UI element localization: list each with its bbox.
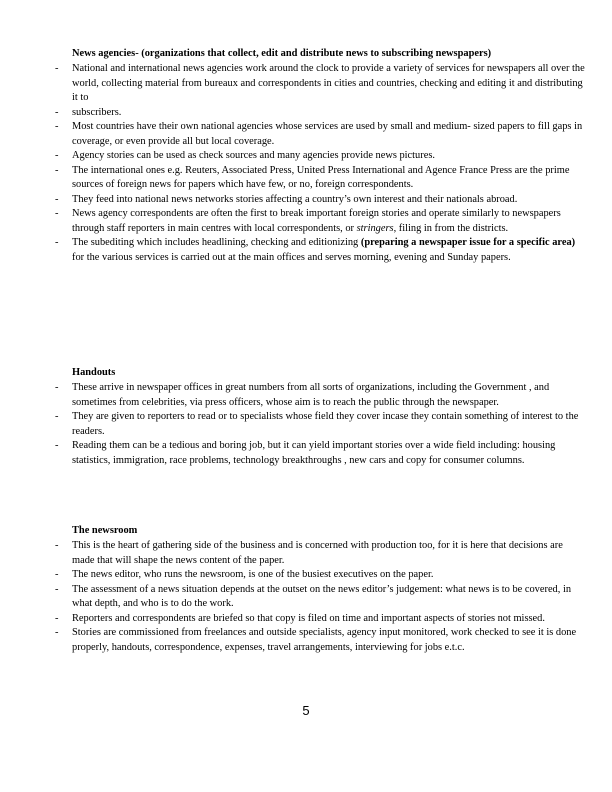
list-item: - Most countries have their own national agencies whose services are used by small and medium- sized papers to fill gaps in coverage, or even provide all but local coverage.	[55, 120, 585, 149]
list-item: - The news editor, who runs the newsroom, is one of the busiest executives on the paper.	[55, 568, 585, 583]
list-item	[55, 236, 585, 265]
section-handouts	[55, 366, 585, 468]
bullet-list	[55, 539, 585, 655]
list-item: - National and international news agencies work around the clock to provide a variety of services for newspapers all over the world, collecting material from bureaux and correspondents in cities and countries, checking and editing it and distributing it to	[55, 62, 585, 106]
text-run: for the various services is carried out at the main offices and serves morning, evening and Sunday papers.	[72, 251, 511, 263]
text-run: The subediting which includes headlining, checking and editionizing	[72, 237, 361, 248]
section-heading: News agencies- (organizations that collect, edit and distribute news to subscribing newspapers)	[72, 48, 492, 59]
list-item: - Reporters and correspondents are briefed so that copy is filed on time and important aspects of stories not missed.	[55, 612, 585, 627]
italic-term: stringers	[356, 222, 394, 234]
list-item: - They feed into national news networks stories affecting a country’s own interest and their nationals abroad.	[55, 193, 585, 208]
list-item: - Agency stories can be used as check sources and many agencies provide news pictures.	[55, 149, 585, 164]
list-item: - Stories are commissioned from freelances and outside specialists, agency input monitored, work checked to see it is done properly, handouts, correspondence, expenses, travel arrangements, interviewing for jobs e.t.c.	[55, 626, 585, 655]
list-item: - subscribers.	[55, 106, 585, 121]
text-run: , filing in from the districts.	[393, 222, 509, 234]
list-item: - The assessment of a news situation depends at the outset on the news editor’s judgement: what news is to be covered, in what depth, and who is to do the work.	[55, 583, 585, 612]
list-item: - Reading them can be a tedious and boring job, but it can yield important stories over a wide field including: housing statistics, immigration, race problems, technology breakthroughs , new cars and copy for consumer columns.	[55, 439, 585, 468]
list-item: - This is the heart of gathering side of the business and is concerned with production too, for it is here that decisions are made that will shape the news content of the paper.	[55, 539, 585, 568]
section-news-agencies	[55, 47, 585, 265]
section-heading: The newsroom	[72, 525, 138, 536]
list-item: - They are given to reporters to read or to specialists whose field they cover incase they contain something of interest to the readers.	[55, 410, 585, 439]
list-item	[55, 207, 585, 236]
list-item: - The international ones e.g. Reuters, Associated Press, United Press International and Agence France Press are the prime sources of foreign news for papers which have few, or no, foreign correspondents.	[55, 164, 585, 193]
bold-definition: (preparing a newspaper issue for a specific area)	[360, 237, 576, 248]
section-newsroom	[55, 524, 585, 655]
section-heading: Handouts	[72, 367, 116, 378]
bullet-list	[55, 381, 585, 468]
text-run: News agency correspondents are often the first to break important foreign stories and operate similarly to newspapers through staff reporters in main centres with local correspondents, or	[72, 208, 561, 234]
page-number: 5	[302, 703, 310, 718]
list-item: - These arrive in newspaper offices in great numbers from all sorts of organizations, including the Government , and sometimes from celebrities, via press officers, whose aim is to reach the public through the newspaper.	[55, 381, 585, 410]
bullet-list	[55, 62, 585, 265]
